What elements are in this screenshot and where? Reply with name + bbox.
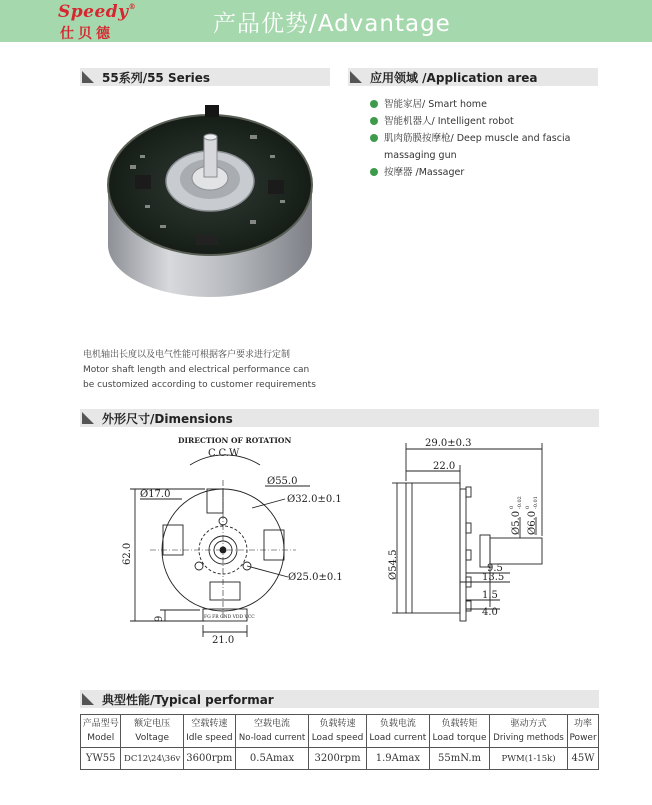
heading-marker-icon [82,71,94,83]
dim-bottom-offset: 9 [154,615,165,622]
list-item: 智能机器人/ Intelligent robot [370,113,605,130]
dim-connector-width: 21.0 [212,635,235,646]
column-header: 驱动方式 Driving methods [490,715,568,748]
table-cell: YW55 [81,748,121,770]
dim-length-a: 9.5 [487,563,503,574]
dim-outer-diameter: Ø55.0 [267,476,298,487]
shaft-tol-top: 0 [509,505,515,509]
performance-heading: 典型性能/Typical performar [102,693,274,707]
table-cell: 3200rpm [309,748,366,770]
motor-product-image [100,85,330,300]
registered-mark: ® [128,2,137,11]
dim-length-c: 1.5 [482,590,498,601]
boss-tol-bottom: -0.01 [533,496,539,509]
list-item: 肌肉筋膜按摩枪/ Deep muscle and fascia [370,130,605,147]
dim-overall-length: 29.0±0.3 [425,438,472,449]
column-header: 产品型号 Model [81,715,121,748]
list-item: 按摩器 /Massager [370,164,605,181]
shaft-tol-bottom: -0.02 [517,496,523,509]
column-header: 功率 Power [568,715,599,748]
performance-heading-bar [80,690,599,708]
column-header: 额定电压 Voltage [121,715,184,748]
dim-length-d: 4.0 [482,607,498,618]
series-heading-bar [80,68,330,86]
bullet-icon [370,134,378,142]
column-header: 空载电流 No-load current [235,715,309,748]
dimensions-heading: 外形尺寸/Dimensions [102,412,233,426]
table-cell: DC12\24\36v [121,748,184,770]
brand-name-cn: 仕贝德 [60,26,114,42]
page-title: 产品优势/Advantage [213,11,451,37]
bullet-icon [370,168,378,176]
column-header: 负载电流 Load current [366,715,429,748]
table-cell: 3600rpm [183,748,235,770]
brand-name: Speedy [58,2,129,22]
bullet-icon [370,100,378,108]
rotation-title: DIRECTION OF ROTATION [178,436,292,445]
dim-bolt-circle: Ø32.0±0.1 [287,494,342,505]
heading-marker-icon [82,412,94,424]
heading-marker-icon [82,693,94,705]
dim-hole-diameter: Ø17.0 [140,489,171,500]
application-heading-bar [348,68,598,86]
column-header: 负载转矩 Load torque [429,715,489,748]
heading-marker-icon [350,71,362,83]
application-heading: 应用领域 /Application area [370,71,538,85]
table-cell: 45W [568,748,599,770]
table-cell: 1.9Amax [366,748,429,770]
table-cell: 0.5Amax [235,748,309,770]
table-row [81,748,599,770]
dim-body-length: 22.0 [433,461,456,472]
rotation-direction: C.C.W [208,448,240,459]
connector-pin-labels: FG FR GND VDD VCC [204,615,255,620]
dim-height: 62.0 [122,542,133,565]
dimension-drawing [0,425,652,665]
table-cell: PWM(1-15k) [490,748,568,770]
brand-logo [58,2,138,40]
list-item-continued: massaging gun [384,150,457,161]
table-header-row [81,715,599,748]
bullet-icon [370,117,378,125]
table-cell: 55mN.m [429,748,489,770]
dim-body-diameter: Ø54.5 [388,549,399,580]
column-header: 空载转速 Idle speed [183,715,235,748]
dim-length-b: 13.5 [482,572,505,583]
application-list [370,96,605,181]
header-banner [0,0,652,42]
dim-shaft-diameter: Ø5.0 [511,510,522,535]
dim-center-circle: Ø25.0±0.1 [288,572,343,583]
column-header: 负载转速 Load speed [309,715,366,748]
customization-note: 电机轴出长度以及电气性能可根据客户要求进行定制 Motor shaft length and electrical performance can be customized according to customer requirements [83,350,316,390]
list-item: 智能家居/ Smart home [370,96,605,113]
performance-table [80,714,599,770]
boss-tol-top: 0 [525,505,531,509]
series-heading: 55系列/55 Series [102,71,211,85]
dim-boss-diameter: Ø6.0 [527,510,538,535]
